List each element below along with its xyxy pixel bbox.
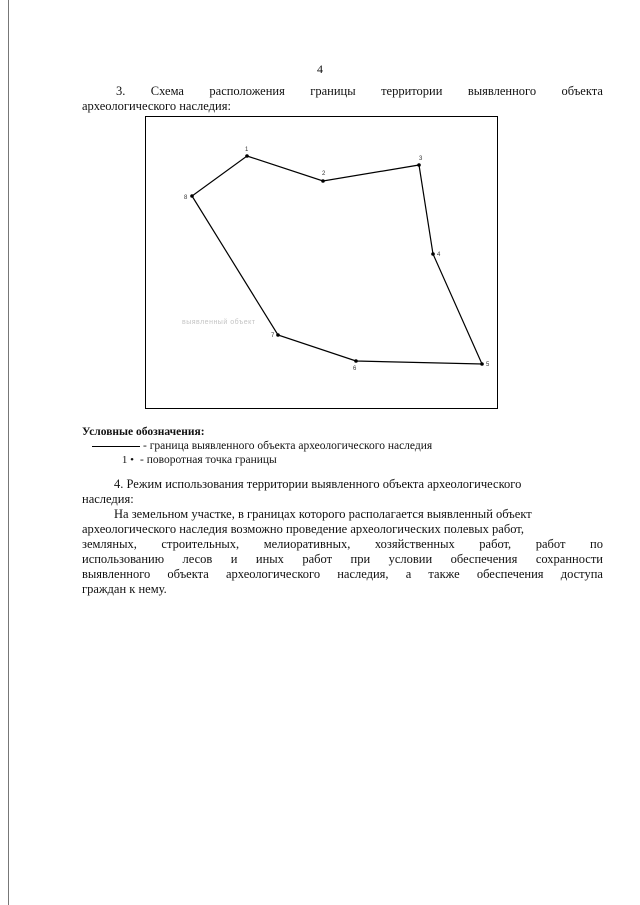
legend [82, 425, 603, 467]
section-4-para-line-1: На земельном участке, в границах которого располагается выявленный объект [114, 507, 532, 521]
section-4-para-line-2: археологического наследия возможно проведение археологических полевых работ, [82, 522, 524, 536]
turning-point-sample: 1 • [121, 454, 134, 466]
word: обеспечения [476, 567, 544, 581]
point-label-1: 1 [245, 147, 249, 153]
point-label-6: 6 [353, 366, 357, 372]
word: работ [535, 537, 566, 551]
word: иных [255, 552, 284, 566]
word: строительных, [161, 537, 240, 551]
word: территории [381, 84, 443, 98]
faint-object-label: выявленный объект [182, 319, 256, 326]
word: и [230, 552, 238, 566]
section-4-para-line-4 [82, 552, 603, 567]
page-edge-rule [8, 0, 9, 905]
turning-point-8 [190, 194, 194, 198]
point-label-2: 2 [322, 171, 326, 177]
word: работ [302, 552, 333, 566]
turning-point-7 [276, 333, 280, 337]
point-label-8: 8 [184, 195, 188, 201]
turning-point-1 [245, 154, 249, 158]
point-label-5: 5 [486, 362, 490, 368]
word: условии [388, 552, 433, 566]
section-4-para-line-3 [82, 537, 603, 552]
word: обеспечения [450, 552, 518, 566]
section-4-heading-line-2: наследия: [82, 492, 134, 506]
legend-title: Условные обозначения: [82, 426, 205, 438]
turning-point-5 [480, 362, 484, 366]
boundary-scheme-drawing [146, 117, 499, 410]
word: хозяйственных [374, 537, 455, 551]
turning-point-2 [321, 179, 325, 183]
section-3-heading [82, 84, 603, 114]
legend-row-point [82, 453, 603, 467]
word: лесов [182, 552, 213, 566]
section-4 [82, 477, 603, 597]
word: доступа [560, 567, 603, 581]
section-3-line-1 [82, 84, 603, 99]
boundary-polygon [192, 156, 482, 364]
word: объекта [561, 84, 603, 98]
word: расположения [209, 84, 285, 98]
section-3-line-2: археологического наследия: [82, 99, 231, 113]
word: выявленного [82, 567, 151, 581]
word: объекта [167, 567, 209, 581]
word: Схема [150, 84, 184, 98]
legend-row-boundary [82, 439, 603, 453]
word: а [405, 567, 412, 581]
word: работ, [479, 537, 512, 551]
word: при [350, 552, 371, 566]
turning-point-4 [431, 252, 435, 256]
word: использованию [82, 552, 165, 566]
legend-point-label: - поворотная точка границы [140, 454, 277, 466]
section-4-heading-line-1: 4. Режим использования территории выявленного объекта археологического [114, 477, 522, 491]
word: земляных, [82, 537, 137, 551]
word: по [590, 537, 603, 551]
word: археологического [225, 567, 321, 581]
section-4-para-line-6: граждан к нему. [82, 582, 167, 596]
turning-point-3 [417, 163, 421, 167]
turning-point-6 [354, 359, 358, 363]
word: выявленного [467, 84, 537, 98]
page-number: 4 [317, 62, 323, 76]
point-label-7: 7 [271, 333, 275, 339]
boundary-scheme-frame [145, 116, 498, 409]
boundary-points [190, 154, 484, 366]
word: границы [310, 84, 356, 98]
legend-boundary-label: - граница выявленного объекта археологического наследия [143, 440, 433, 452]
boundary-line-sample [92, 446, 140, 447]
word: наследия, [337, 567, 389, 581]
word: 3. [116, 84, 126, 98]
word: мелиоративных, [263, 537, 351, 551]
word: сохранности [535, 552, 603, 566]
point-label-3: 3 [419, 156, 423, 162]
word: также [428, 567, 460, 581]
section-4-para-line-5 [82, 567, 603, 582]
point-label-4: 4 [437, 252, 441, 258]
